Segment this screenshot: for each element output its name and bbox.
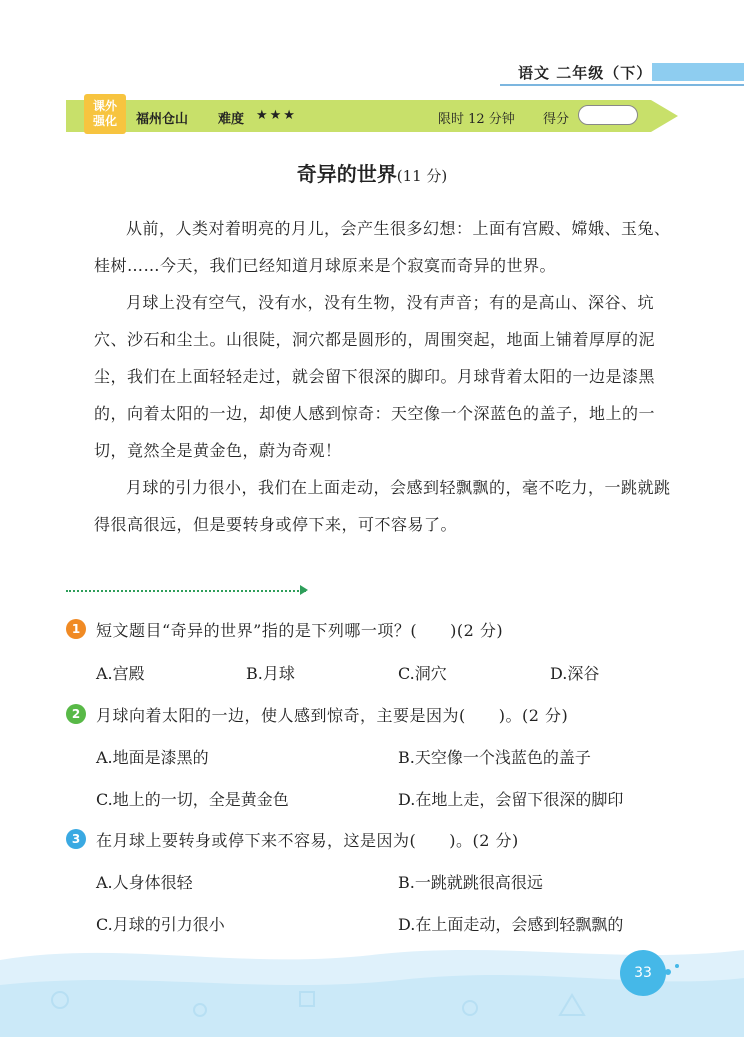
dots-icon bbox=[664, 962, 684, 982]
passage-title bbox=[0, 158, 744, 187]
divider-arrow-icon bbox=[300, 585, 308, 595]
q1-option-b[interactable]: B.月球 bbox=[246, 664, 295, 683]
badge-line-2: 强化 bbox=[92, 114, 117, 128]
title-main: 奇异的世界 bbox=[296, 162, 397, 186]
subject-grade bbox=[518, 62, 652, 83]
q1-option-c[interactable]: C.洞穴 bbox=[398, 664, 447, 683]
q2-option-a[interactable]: A.地面是漆黑的 bbox=[96, 748, 209, 767]
q3-option-c[interactable]: C.月球的引力很小 bbox=[96, 915, 225, 934]
section-divider bbox=[66, 590, 306, 594]
question-1-text: 短文题目“奇异的世界”指的是下列哪一项？( )(2 分) bbox=[96, 621, 504, 640]
question-1-number: 1 bbox=[66, 619, 86, 639]
passage-paragraph-2: 月球上没有空气，没有水，没有生物，没有声音；有的是高山、深谷、坑穴、沙石和尘土。山很陡，洞穴都是圆形的，周围突起，地面上铺着厚厚的泥尘，我们在上面轻轻走过，就会留下很深的脚印。月球背着太阳的一边是漆黑的，向着太阳的一边，却使人感到惊奇：天空像一个深蓝色的盖子，地上的一切，竟然全是黄金色，蔚为奇观！ bbox=[94, 293, 656, 460]
difficulty-label: 难度 bbox=[218, 112, 245, 127]
score-label: 得分 bbox=[543, 112, 570, 127]
passage-paragraph-3: 月球的引力很小，我们在上面走动，会感到轻飘飘的，毫不吃力，一跳就跳得很高很远，但是要转身或停下来，可不容易了。 bbox=[94, 478, 671, 534]
badge-extracurricular bbox=[84, 94, 126, 134]
title-points: (11 分) bbox=[396, 167, 448, 185]
difficulty-stars: ★★★ bbox=[256, 108, 297, 123]
q3-option-b[interactable]: B.一跳就跳很高很远 bbox=[398, 873, 543, 892]
badge-line-1: 课外 bbox=[92, 99, 117, 113]
q1-option-d[interactable]: D.深谷 bbox=[550, 664, 600, 683]
header-underline bbox=[500, 84, 744, 86]
question-3-number: 3 bbox=[66, 829, 86, 849]
grade-label: 二年级（下） bbox=[556, 64, 653, 82]
time-limit: 限时 12 分钟 bbox=[438, 112, 515, 127]
q3-option-a[interactable]: A.人身体很轻 bbox=[96, 873, 193, 892]
passage-paragraph-1: 从前，人类对着明亮的月儿，会产生很多幻想：上面有宫殿、嫦娥、玉兔、桂树……今天，我们已经知道月球原来是个寂寞而奇异的世界。 bbox=[94, 219, 671, 275]
header-accent-bar bbox=[652, 63, 744, 81]
q2-option-c[interactable]: C.地上的一切，全是黄金色 bbox=[96, 790, 289, 809]
q2-option-b[interactable]: B.天空像一个浅蓝色的盖子 bbox=[398, 748, 591, 767]
source-label: 福州仓山 bbox=[136, 112, 189, 127]
score-input-box[interactable] bbox=[578, 105, 638, 125]
q3-option-d[interactable]: D.在上面走动，会感到轻飘飘的 bbox=[398, 915, 624, 934]
page-number: 33 bbox=[620, 950, 666, 996]
subject-label: 语文 bbox=[518, 64, 551, 82]
q1-option-a[interactable]: A.宫殿 bbox=[96, 664, 145, 683]
question-2-number: 2 bbox=[66, 704, 86, 724]
q2-option-d[interactable]: D.在地上走，会留下很深的脚印 bbox=[398, 790, 624, 809]
question-3-text: 在月球上要转身或停下来不容易，这是因为( )。(2 分) bbox=[96, 831, 519, 850]
question-2-text: 月球向着太阳的一边，使人感到惊奇，主要是因为( )。(2 分) bbox=[96, 706, 569, 725]
